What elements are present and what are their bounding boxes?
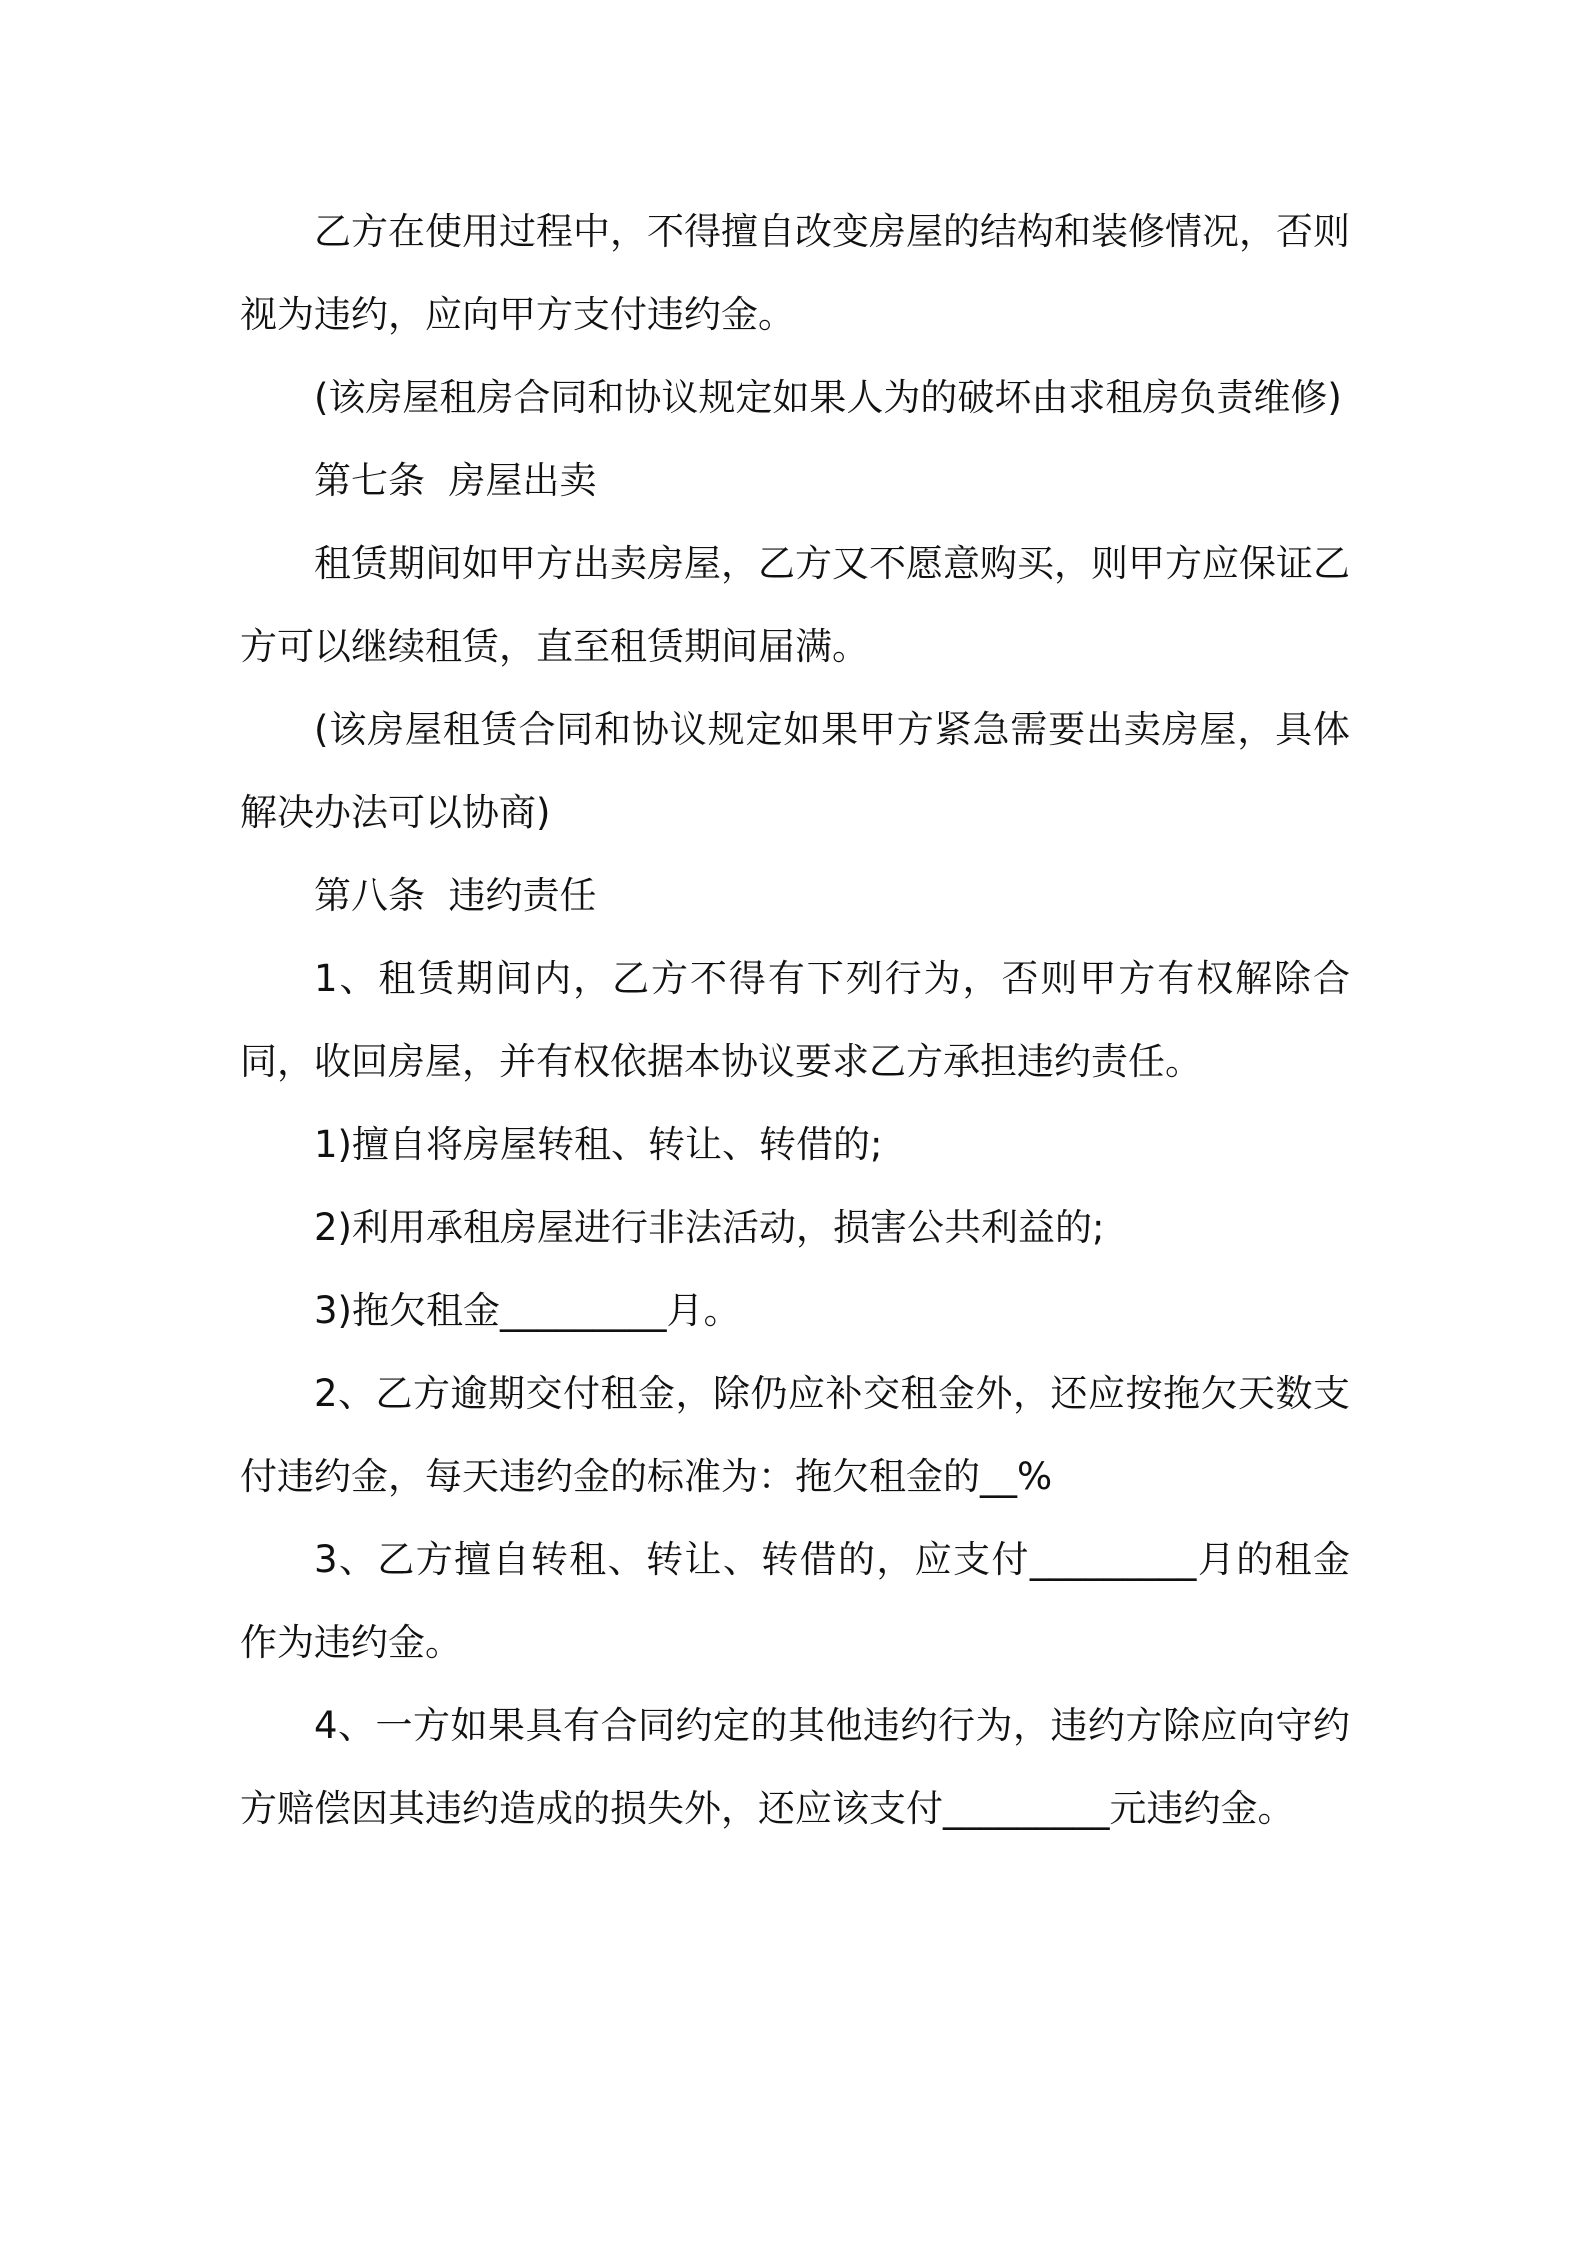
- paragraph-house-sale: 租赁期间如甲方出卖房屋，乙方又不愿意购买，则甲方应保证乙方可以继续租赁，直至租赁期间届满。: [240, 542, 1350, 668]
- clause-1-item-3: 3)拖欠租金_________月。: [314, 1289, 741, 1332]
- clause-3: 3、乙方擅自转租、转让、转借的，应支付_________月的租金作为违约金。: [240, 1538, 1350, 1664]
- paragraph-sale-note: (该房屋租赁合同和协议规定如果甲方紧急需要出卖房屋，具体解决办法可以协商): [240, 708, 1350, 834]
- clause-4: 4、一方如果具有合同约定的其他违约行为，违约方除应向守约方赔偿因其违约造成的损失外，还应该支付_________元违约金。: [240, 1704, 1350, 1830]
- clause-1-item-2: 2)利用承租房屋进行非法活动，损害公共利益的;: [314, 1206, 1105, 1249]
- paragraph-use-restriction: 乙方在使用过程中，不得擅自改变房屋的结构和装修情况，否则视为违约，应向甲方支付违约金。: [240, 210, 1350, 336]
- clause-2: 2、乙方逾期交付租金，除仍应补交租金外，还应按拖欠天数支付违约金，每天违约金的标准为：拖欠租金的__%: [240, 1372, 1350, 1498]
- article-eight-heading: 第八条 违约责任: [314, 874, 597, 917]
- document-body: [240, 190, 1350, 1850]
- article-seven-heading: 第七条 房屋出卖: [314, 459, 597, 502]
- paragraph-repair-note: (该房屋租房合同和协议规定如果人为的破坏由求租房负责维修): [314, 376, 1342, 419]
- clause-1-item-1: 1)擅自将房屋转租、转让、转借的;: [314, 1123, 883, 1166]
- clause-1: 1、租赁期间内，乙方不得有下列行为，否则甲方有权解除合同，收回房屋，并有权依据本协议要求乙方承担违约责任。: [240, 957, 1350, 1083]
